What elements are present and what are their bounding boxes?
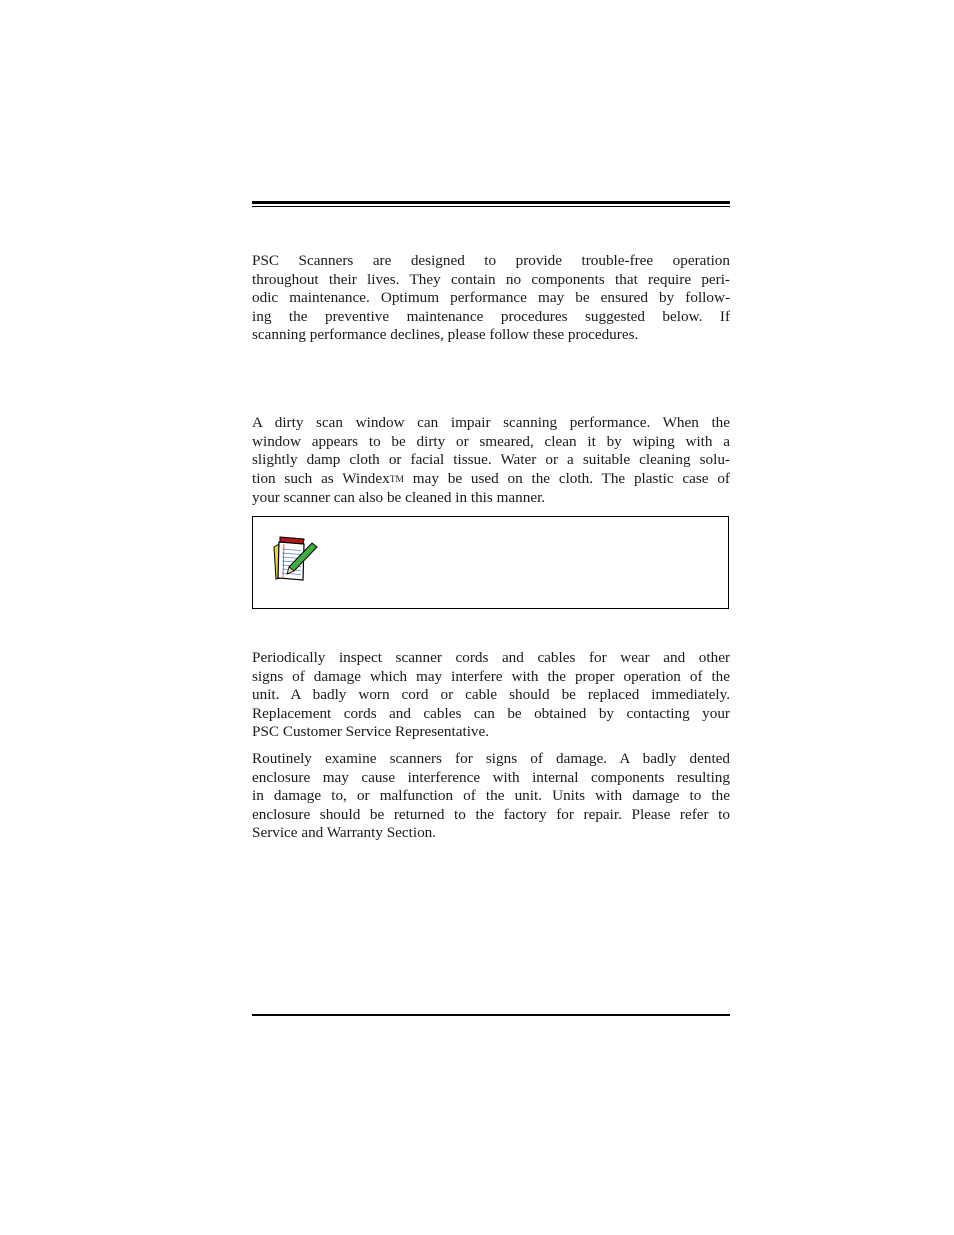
paragraph-line: unit. A badly worn cord or cable should be replaced immediately. <box>252 686 730 704</box>
header-rule-thin <box>252 206 730 207</box>
paragraph-line: A dirty scan window can impair scanning performance. When the <box>252 414 730 431</box>
paragraph-line: scanning performance declines, please follow these procedures. <box>252 326 639 344</box>
intro-paragraph <box>252 252 730 345</box>
paragraph-line: slightly damp cloth or facial tissue. Water or a suitable cleaning solu- <box>252 451 730 469</box>
damage-paragraph <box>252 750 730 843</box>
cords-cables-paragraph <box>252 649 730 742</box>
paragraph-line: Routinely examine scanners for signs of damage. A badly dented <box>252 750 730 767</box>
paragraph-line: enclosure should be returned to the factory for repair. Please refer to <box>252 805 730 823</box>
paragraph-line: signs of damage which may interfere with the proper operation of the <box>252 667 730 685</box>
paragraph-line: in damage to, or malfunction of the unit. Units with damage to the <box>252 787 730 805</box>
trademark-symbol: TM <box>389 474 404 485</box>
paragraph-line: ing the preventive maintenance procedures suggested below. If <box>252 307 730 325</box>
paragraph-line: PSC Customer Service Representative. <box>252 723 490 741</box>
paragraph-line: window appears to be dirty or smeared, clean it by wiping with a <box>252 432 730 450</box>
notepad-pencil-icon <box>270 533 320 583</box>
paragraph-line <box>252 470 730 490</box>
paragraph-line: odic maintenance. Optimum performance may be ensured by follow- <box>252 289 730 307</box>
footer-rule <box>252 1014 730 1016</box>
note-box <box>252 516 729 609</box>
paragraph-line: PSC Scanners are designed to provide trouble-free operation <box>252 252 730 269</box>
paragraph-line: your scanner can also be cleaned in this manner. <box>252 489 546 507</box>
windex-text: tion such as Windex <box>252 469 390 487</box>
paragraph-line: Service and Warranty Section. <box>252 824 437 842</box>
paragraph-line: enclosure may cause interference with internal components resulting <box>252 768 730 786</box>
paragraph-line: Periodically inspect scanner cords and cables for wear and other <box>252 649 730 666</box>
scan-window-paragraph <box>252 414 730 508</box>
windex-continuation: may be used on the cloth. The plastic case of <box>403 469 730 487</box>
paragraph-line: throughout their lives. They contain no components that require peri- <box>252 270 730 288</box>
header-rule-thick <box>252 201 730 204</box>
paragraph-line: Replacement cords and cables can be obtained by contacting your <box>252 704 730 722</box>
